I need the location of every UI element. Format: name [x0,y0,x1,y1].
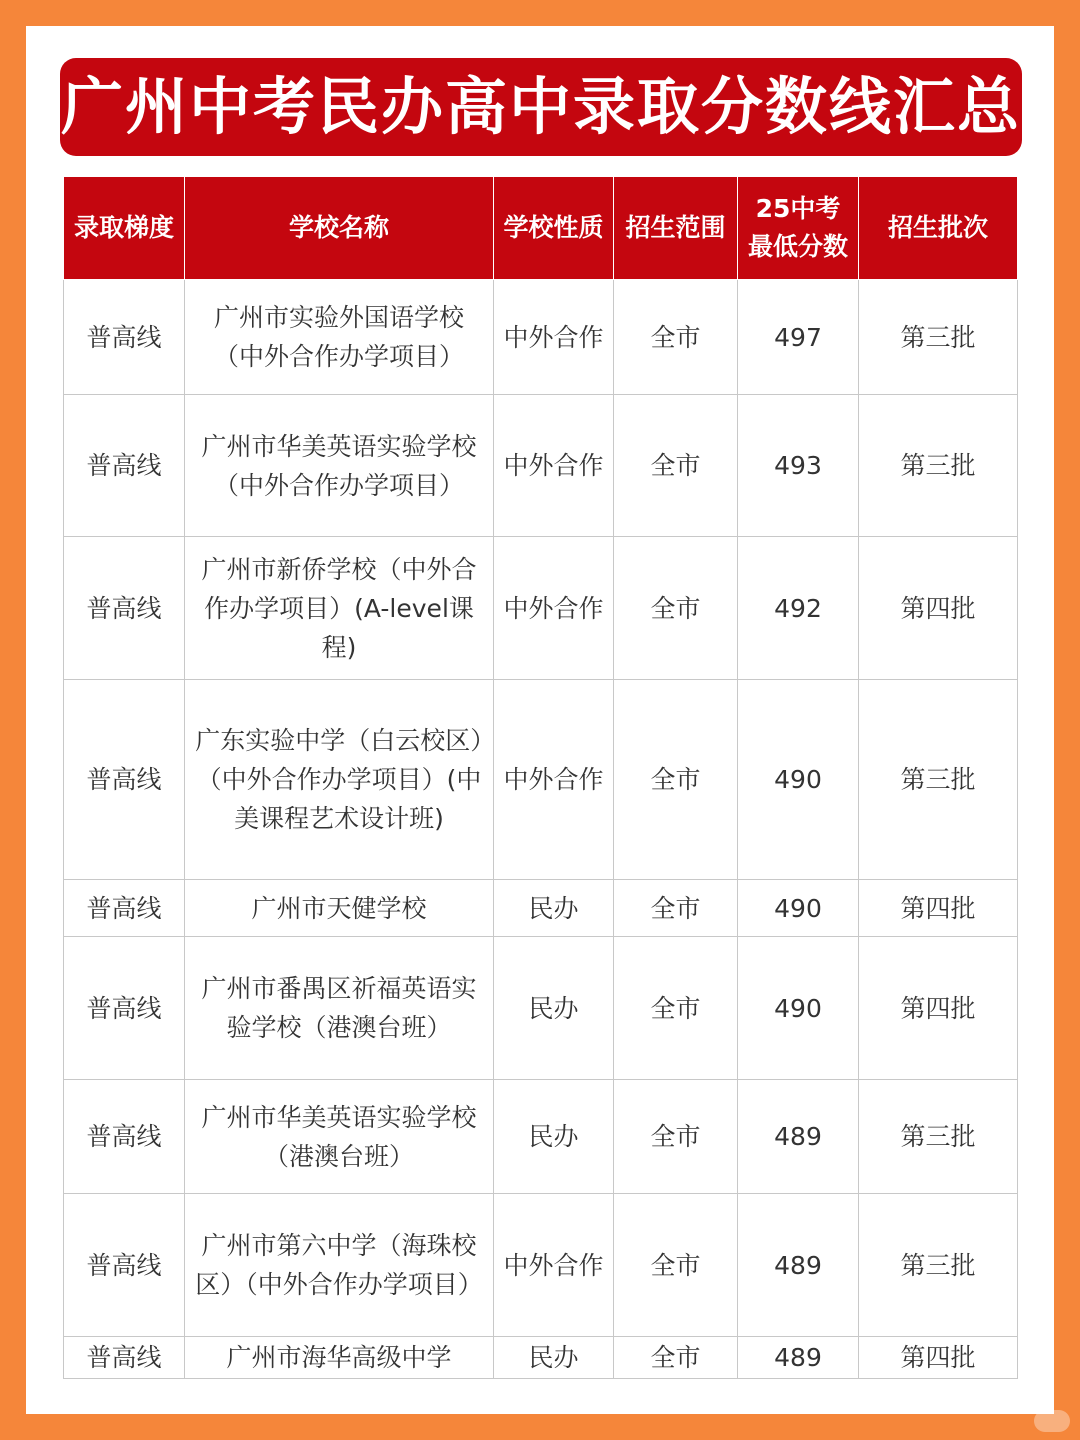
cell-score: 497 [738,280,859,395]
cell-nature: 民办 [494,1080,614,1194]
cell-batch: 第四批 [859,937,1018,1080]
cell-level: 普高线 [64,395,185,537]
page-title: 广州中考民办高中录取分数线汇总 [60,58,1022,156]
cell-level: 普高线 [64,937,185,1080]
table-row [64,537,1018,680]
cell-school: 广州市华美英语实验学校（中外合作办学项目） [185,395,494,537]
cell-level: 普高线 [64,680,185,880]
cell-nature: 中外合作 [494,395,614,537]
table-row [64,1194,1018,1337]
cell-scope: 全市 [614,395,738,537]
table-row [64,395,1018,537]
table-row [64,1080,1018,1194]
header-school: 学校名称 [185,177,494,280]
header-batch: 招生批次 [859,177,1018,280]
cell-score: 492 [738,537,859,680]
cell-scope: 全市 [614,880,738,937]
header-score-line1: 25中考 [755,194,841,223]
cell-level: 普高线 [64,1337,185,1379]
cell-nature: 中外合作 [494,280,614,395]
cell-batch: 第三批 [859,1080,1018,1194]
cell-level: 普高线 [64,880,185,937]
cell-batch: 第四批 [859,1337,1018,1379]
cell-scope: 全市 [614,937,738,1080]
cell-school: 广东实验中学（白云校区）（中外合作办学项目）(中美课程艺术设计班) [185,680,494,880]
table-header-row [64,177,1018,280]
cell-level: 普高线 [64,1080,185,1194]
cell-score: 489 [738,1080,859,1194]
watermark-badge [1034,1410,1070,1432]
cell-nature: 中外合作 [494,1194,614,1337]
cell-scope: 全市 [614,1194,738,1337]
cell-scope: 全市 [614,1337,738,1379]
cell-scope: 全市 [614,280,738,395]
cell-batch: 第三批 [859,395,1018,537]
cell-scope: 全市 [614,1080,738,1194]
cell-scope: 全市 [614,537,738,680]
cell-school: 广州市天健学校 [185,880,494,937]
cell-level: 普高线 [64,1194,185,1337]
cell-batch: 第三批 [859,680,1018,880]
cell-nature: 民办 [494,937,614,1080]
cell-batch: 第四批 [859,537,1018,680]
header-nature: 学校性质 [494,177,614,280]
header-score [738,177,859,280]
cell-school: 广州市海华高级中学 [185,1337,494,1379]
cell-school: 广州市实验外国语学校（中外合作办学项目） [185,280,494,395]
cell-school: 广州市番禺区祈福英语实验学校（港澳台班） [185,937,494,1080]
cell-score: 489 [738,1337,859,1379]
cell-school: 广州市第六中学（海珠校区）（中外合作办学项目） [185,1194,494,1337]
cell-score: 490 [738,880,859,937]
table-row [64,880,1018,937]
cell-batch: 第三批 [859,1194,1018,1337]
header-scope: 招生范围 [614,177,738,280]
cell-score: 490 [738,680,859,880]
cell-school: 广州市新侨学校（中外合作办学项目）(A-level课程) [185,537,494,680]
table-row [64,680,1018,880]
cell-school: 广州市华美英语实验学校（港澳台班） [185,1080,494,1194]
cell-nature: 中外合作 [494,680,614,880]
cell-batch: 第四批 [859,880,1018,937]
cell-level: 普高线 [64,537,185,680]
table-row [64,937,1018,1080]
cell-nature: 中外合作 [494,537,614,680]
cell-score: 493 [738,395,859,537]
cell-nature: 民办 [494,880,614,937]
header-level: 录取梯度 [64,177,185,280]
cell-score: 489 [738,1194,859,1337]
cell-level: 普高线 [64,280,185,395]
header-score-line2: 最低分数 [747,232,848,261]
cell-nature: 民办 [494,1337,614,1379]
table-row [64,280,1018,395]
cell-scope: 全市 [614,680,738,880]
cell-batch: 第三批 [859,280,1018,395]
table-row [64,1337,1018,1379]
cell-score: 490 [738,937,859,1080]
score-table [63,176,1018,1379]
